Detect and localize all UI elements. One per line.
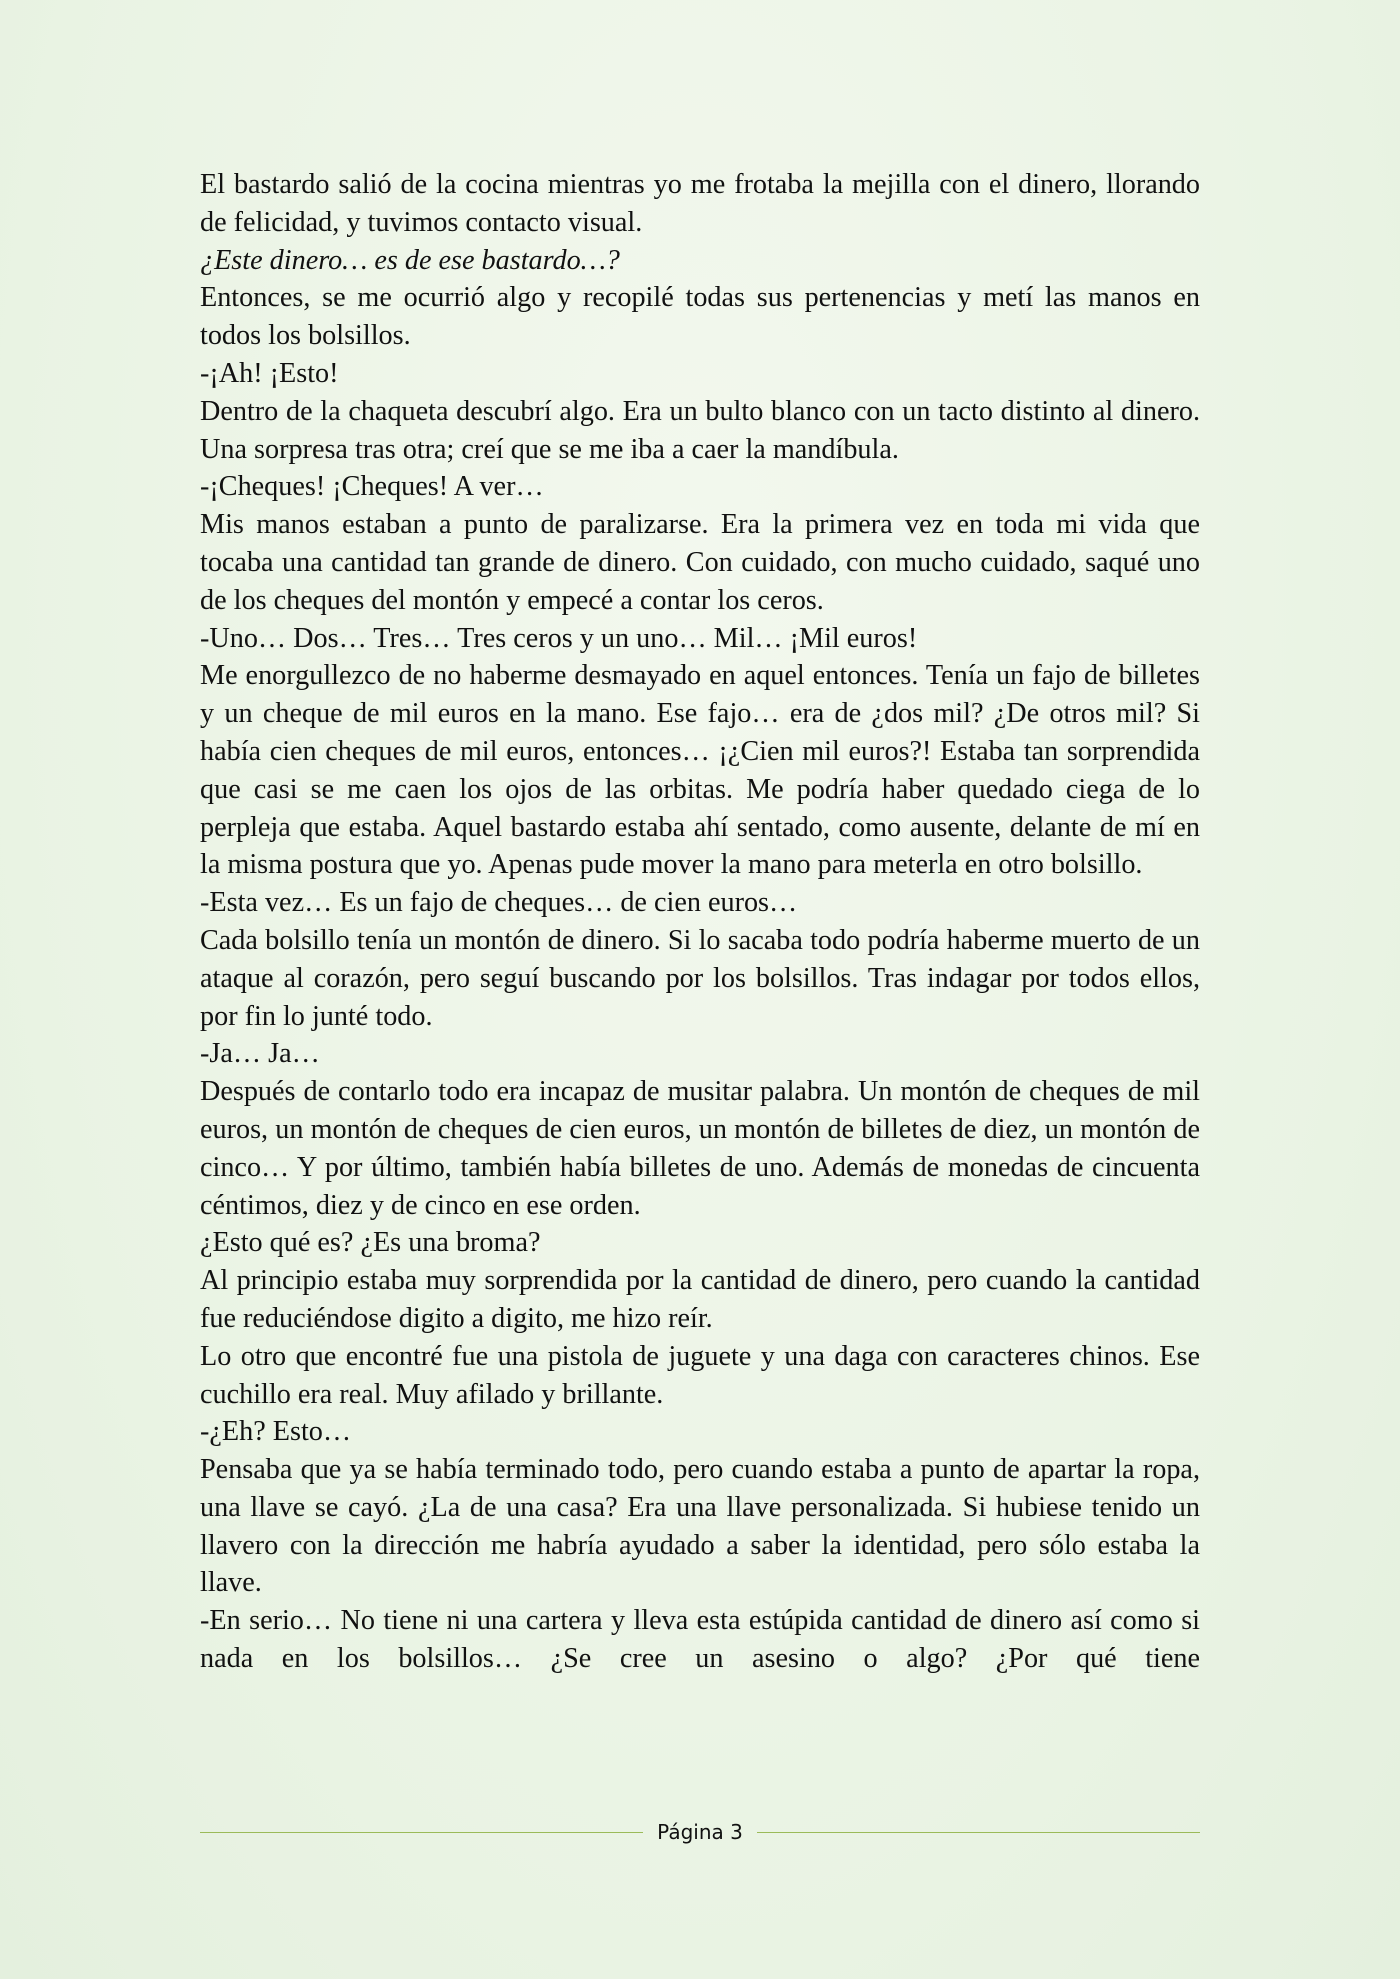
page-footer <box>200 1812 1200 1852</box>
paragraph: Cada bolsillo tenía un montón de dinero. Si lo sacaba todo podría haberme muerto de un ataque al corazón, pero seguí buscando por los bolsillos. Tras indagar por todos ellos, por fin lo junté todo. <box>200 924 1200 1032</box>
paragraph: Entonces, se me ocurrió algo y recopilé todas sus pertenencias y metí las manos en todos los bolsillos. <box>200 282 1200 352</box>
page-number: Página 3 <box>657 1820 743 1844</box>
paragraph: -Uno… Dos… Tres… Tres ceros y un uno… Mil… ¡Mil euros! <box>200 622 918 654</box>
body-text <box>200 166 1200 1678</box>
paragraph: -Ja… Ja… <box>200 1038 320 1070</box>
paragraph: -¿Eh? Esto… <box>200 1416 352 1448</box>
paragraph: Mis manos estaban a punto de paralizarse. Era la primera vez en toda mi vida que tocaba una cantidad tan grande de dinero. Con cuidado, con mucho cuidado, saqué uno de los cheques del montón y empecé a contar los ceros. <box>200 509 1200 616</box>
paragraph: Lo otro que encontré fue una pistola de juguete y una daga con caracteres chinos. Ese cuchillo era real. Muy afilado y brillante. <box>200 1340 1200 1410</box>
paragraph: ¿Esto qué es? ¿Es una broma? <box>200 1227 541 1259</box>
paragraph: Después de contarlo todo era incapaz de musitar palabra. Un montón de cheques de mil euros, un montón de cheques de cien euros, un montón de billetes de diez, un montón de cinco… Y por último, también había billetes de uno. Además de monedas de cincuenta céntimos, diez y de cinco en ese orden. <box>200 1076 1200 1221</box>
paragraph: Me enorgullezco de no haberme desmayado en aquel entonces. Tenía un fajo de billetes y un cheque de mil euros en la mano. Ese fajo… era de ¿dos mil? ¿De otros mil? Si había cien cheques de mil euros, entonces… ¡¿Cien mil euros?! Estaba tan sorprendida que casi se me caen los ojos de las orbitas. Me podría haber quedado ciega de lo perpleja que estaba. Aquel bastardo estaba ahí sentado, como ausente, delante de mí en la misma postura que yo. Apenas pude mover la mano para meterla en otro bolsillo. <box>200 660 1200 881</box>
paragraph: Al principio estaba muy sorprendida por la cantidad de dinero, pero cuando la cantidad fue reduciéndose digito a digito, me hizo reír. <box>200 1265 1200 1334</box>
paragraph: -¡Ah! ¡Esto! <box>200 357 339 389</box>
paragraph: -En serio… No tiene ni una cartera y lleva esta estúpida cantidad de dinero así como si nada en los bolsillos… ¿Se cree un asesino o algo? ¿Por qué tiene <box>200 1605 1200 1675</box>
paragraph: Pensaba que ya se había terminado todo, pero cuando estaba a punto de apartar la ropa, una llave se cayó. ¿La de una casa? Era una llave personalizada. Si hubiese tenido un llavero con la dirección me habría ayudado a saber la identidad, pero sólo estaba la llave. <box>200 1454 1200 1599</box>
paragraph: -Esta vez… Es un fajo de cheques… de cien euros… <box>200 887 798 919</box>
italic-paragraph: ¿Este dinero… es de ese bastardo…? <box>200 244 620 276</box>
paragraph: El bastardo salió de la cocina mientras yo me frotaba la mejilla con el dinero, llorando de felicidad, y tuvimos contacto visual. <box>200 169 1200 238</box>
paragraph: -¡Cheques! ¡Cheques! A ver… <box>200 471 544 503</box>
footer-rule-left <box>200 1832 643 1833</box>
footer-rule-right <box>757 1832 1200 1833</box>
paragraph: Dentro de la chaqueta descubrí algo. Era un bulto blanco con un tacto distinto al dinero. Una sorpresa tras otra; creí que se me iba a caer la mandíbula. <box>200 395 1200 465</box>
